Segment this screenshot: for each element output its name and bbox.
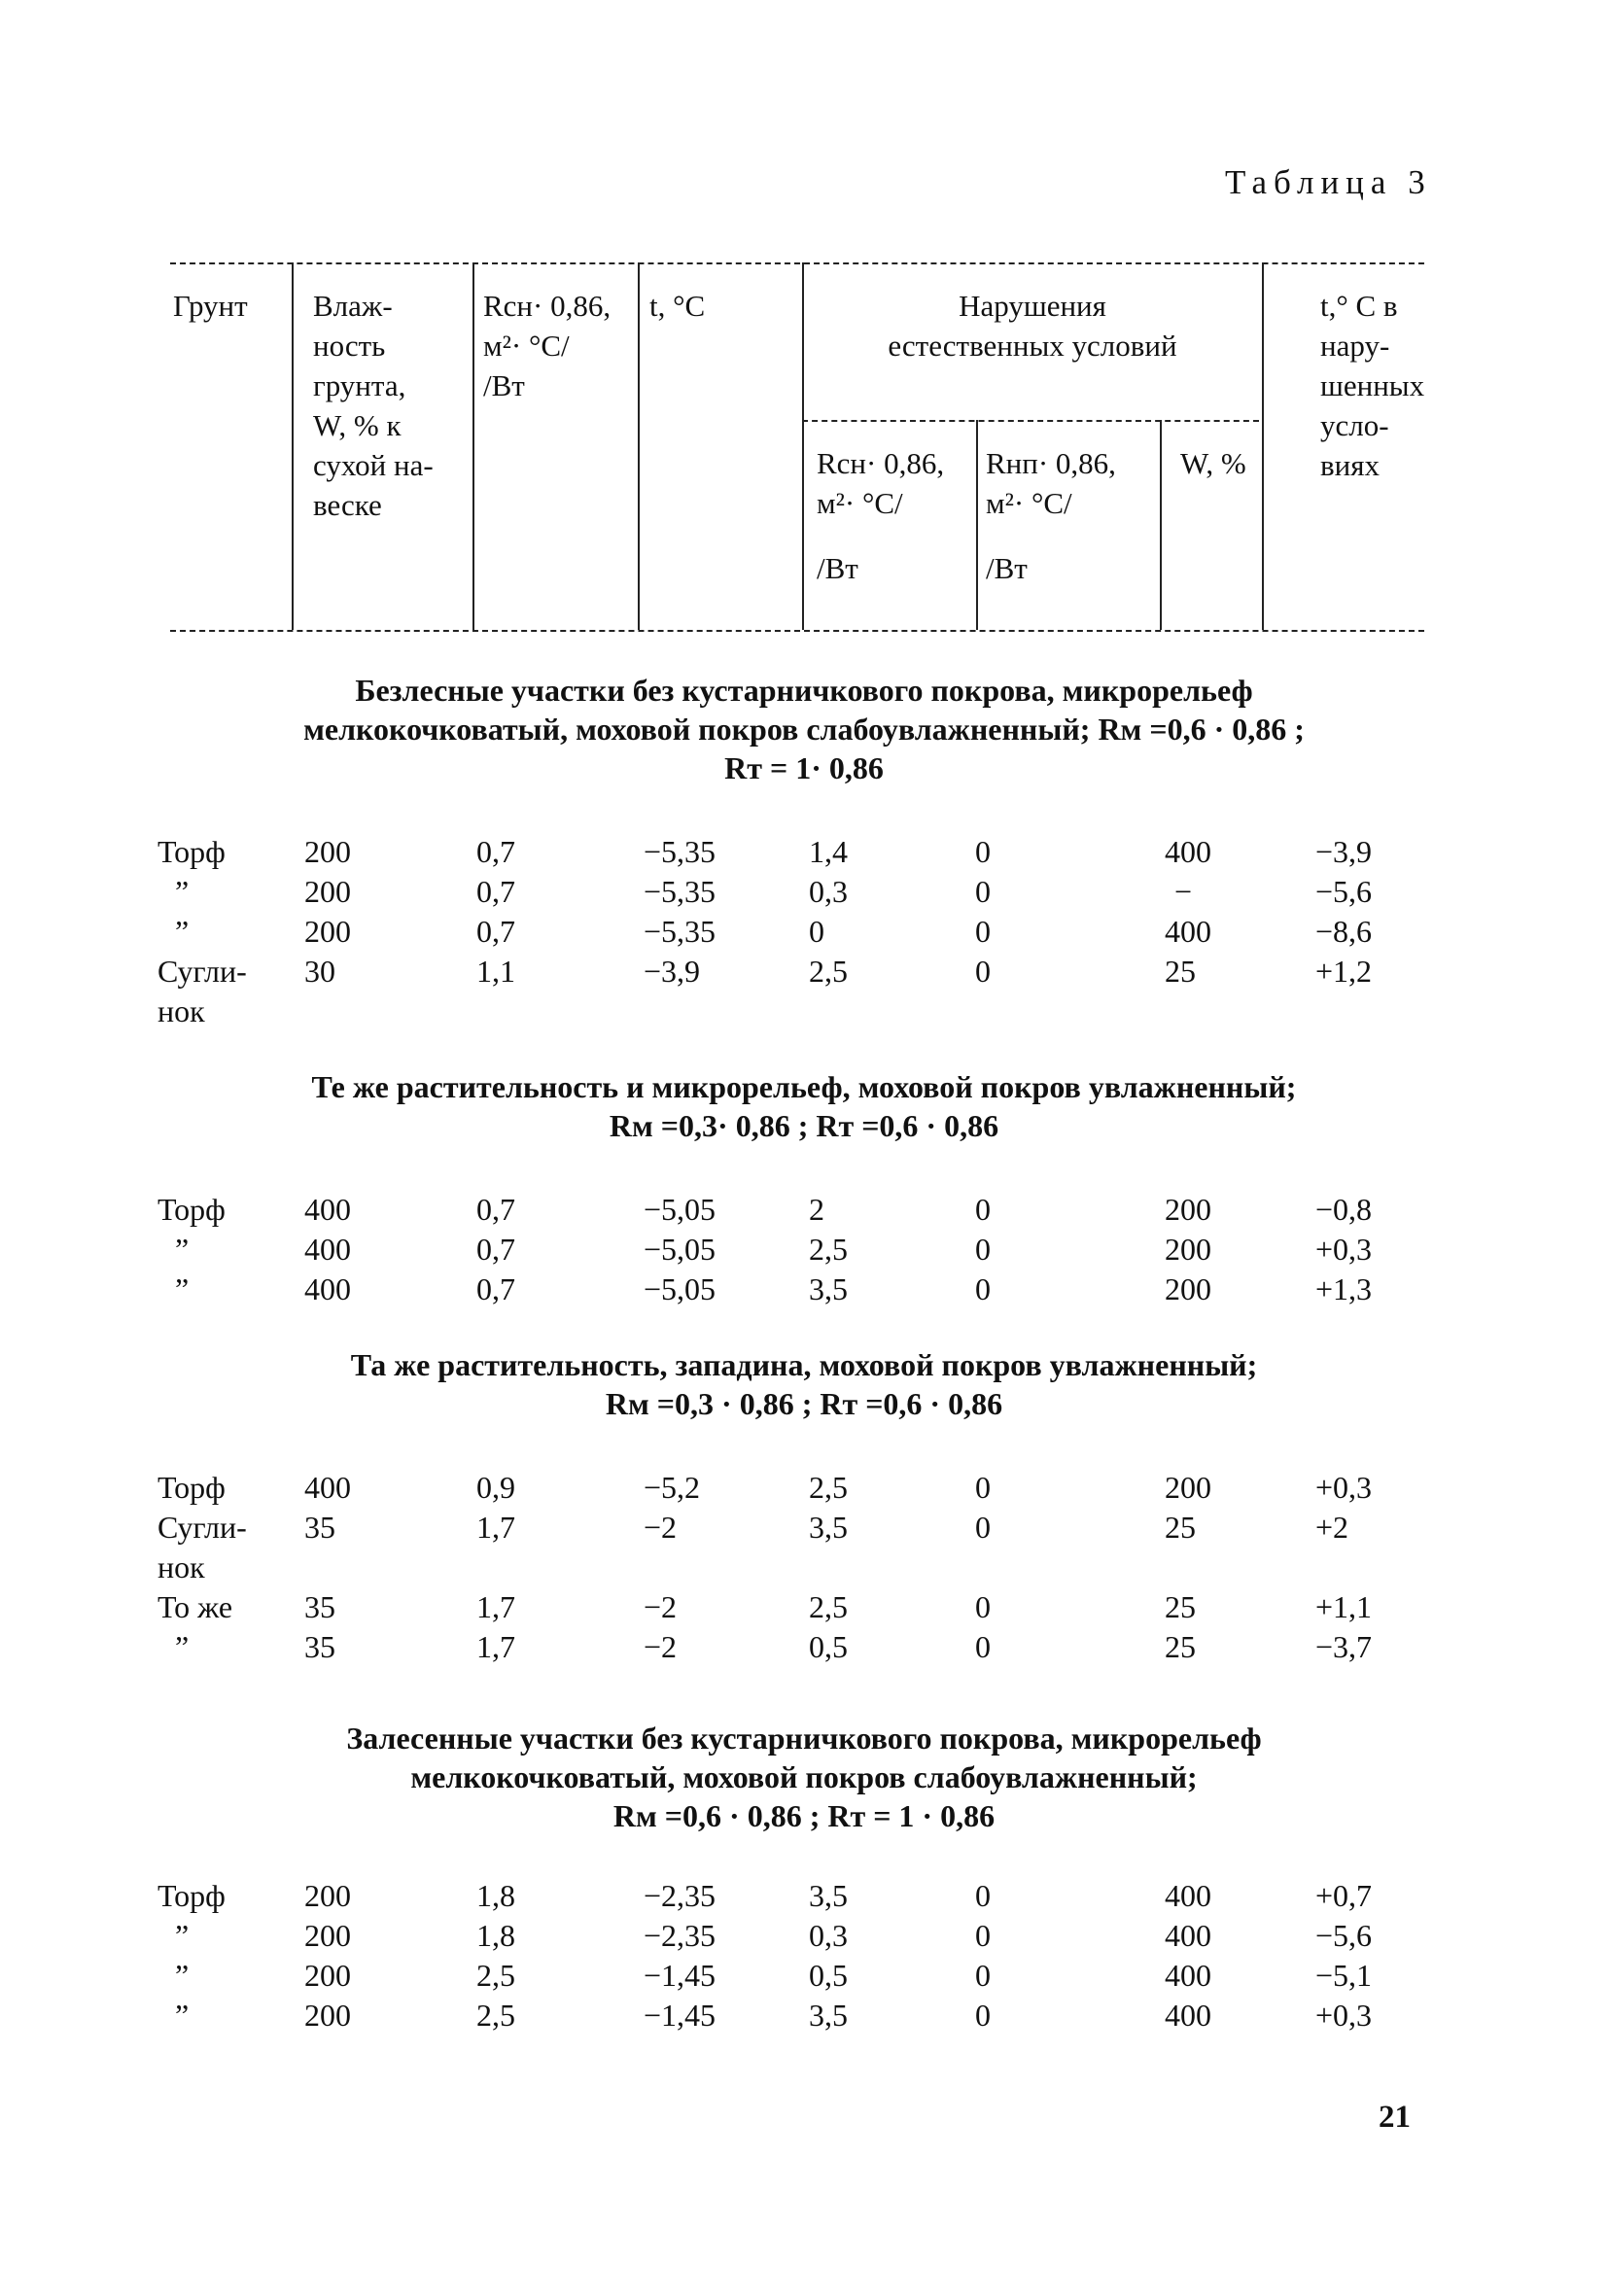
header-rsn: Rсн· 0,86, м²· °С/ /Вт xyxy=(483,289,612,402)
header-bottom-rule xyxy=(170,630,1424,632)
header-divider xyxy=(1262,262,1264,630)
table-row: ” 400 0,7 −5,05 3,5 0 200 +1,3 xyxy=(175,1271,1373,1306)
header-divider xyxy=(1160,420,1162,630)
table-row: Торф 400 0,9 −5,2 2,5 0 200 +0,3 xyxy=(157,1470,1373,1505)
table-row: нок xyxy=(157,1549,205,1584)
header-disturbed-group: Нарушения естественных условий xyxy=(888,289,1177,363)
header-divider xyxy=(472,262,474,630)
table-row: ” 200 1,8 −2,35 0,3 0 400 −5,6 xyxy=(175,1918,1373,1953)
header-divider xyxy=(292,262,294,630)
header-divider xyxy=(638,262,640,630)
table-row: ” 200 2,5 −1,45 3,5 0 400 +0,3 xyxy=(175,1998,1373,2033)
section-caption: Безлесные участки без кустарничкового покрова, микрорельеф мелкокочковатый, моховой покров слабоувлажненный; Rм =0,6 · 0,86 ; Rт = 1· 0,86 xyxy=(303,673,1305,785)
header-disturbed-rsn: Rсн· 0,86, м²· °С/ /Вт xyxy=(817,446,945,585)
table-row: То же 35 1,7 −2 2,5 0 25 +1,1 xyxy=(157,1589,1373,1624)
table-row: нок xyxy=(157,993,205,1028)
table-title: Таблица 3 xyxy=(1225,163,1432,201)
header-disturbed-rnp: Rнп· 0,86, м²· °С/ /Вт xyxy=(986,446,1116,585)
table-row: ” 200 2,5 −1,45 0,5 0 400 −5,1 xyxy=(175,1958,1373,1993)
table-row: ” 200 0,7 −5,35 0 0 400 −8,6 xyxy=(175,914,1373,949)
header-mid-rule xyxy=(802,420,1259,422)
header-divider xyxy=(976,420,978,630)
table-row: Торф 200 1,8 −2,35 3,5 0 400 +0,7 xyxy=(157,1878,1373,1913)
table-row: ” 400 0,7 −5,05 2,5 0 200 +0,3 xyxy=(175,1232,1373,1267)
header-t-disturbed: t,° C в нару- шенных усло- виях xyxy=(1320,289,1425,482)
section-caption: Залесенные участки без кустарничкового покрова, микрорельеф мелкокочковатый, моховой покров слабоувлажненный; Rм =0,6 · 0,86 ; Rт = 1 · 0,86 xyxy=(346,1721,1262,1833)
table-row: Сугли- 30 1,1 −3,9 2,5 0 25 +1,2 xyxy=(157,954,1373,989)
header-disturbed-w: W, % xyxy=(1180,446,1246,480)
page-number: 21 xyxy=(1379,2100,1411,2135)
table-row: ” 35 1,7 −2 0,5 0 25 −3,7 xyxy=(175,1629,1373,1664)
table-row: Торф 200 0,7 −5,35 1,4 0 400 −3,9 xyxy=(157,834,1373,869)
section-caption: Те же растительность и микрорельеф, моховой покров увлажненный; Rм =0,3· 0,86 ; Rт =0,6 · 0,86 xyxy=(311,1069,1297,1143)
header-top-rule xyxy=(170,262,1424,264)
table-row: ” 200 0,7 −5,35 0,3 0 − −5,6 xyxy=(175,874,1373,909)
header-soil: Грунт xyxy=(173,289,248,323)
section-caption: Та же растительность, западина, моховой покров увлажненный; Rм =0,3 · 0,86 ; Rт =0,6 · 0,86 xyxy=(350,1347,1258,1421)
header-moisture: Влаж- ность грунта, W, % к сухой на- веске xyxy=(313,289,434,522)
table-row: Сугли- 35 1,7 −2 3,5 0 25 +2 xyxy=(157,1510,1349,1545)
table-row: Торф 400 0,7 −5,05 2 0 200 −0,8 xyxy=(157,1192,1373,1227)
header-temperature: t, °C xyxy=(649,289,706,323)
header-divider xyxy=(802,262,804,630)
